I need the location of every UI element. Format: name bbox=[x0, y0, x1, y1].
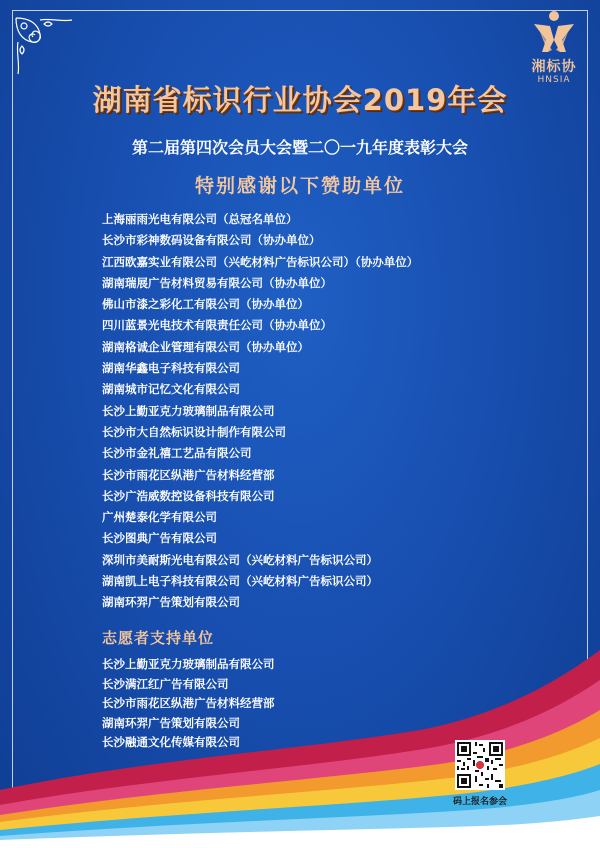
sponsor-item: 湖南华鑫电子科技有限公司 bbox=[102, 361, 240, 376]
sponsor-item: 湖南格诚企业管理有限公司（协办单位） bbox=[102, 339, 309, 354]
sponsor-list bbox=[102, 209, 418, 614]
sponsor-item: 深圳市美耐斯光电有限公司（兴屹材料广告标识公司） bbox=[102, 552, 378, 567]
qr-block bbox=[450, 740, 510, 807]
sponsor-item: 长沙图典广告有限公司 bbox=[102, 531, 217, 546]
volunteer-item: 长沙市雨花区纵港广告材料经营部 bbox=[102, 696, 275, 710]
sponsor-item: 长沙市大自然标识设计制作有限公司 bbox=[102, 424, 286, 439]
qr-code-icon[interactable] bbox=[455, 740, 505, 790]
decorative-waves bbox=[0, 640, 600, 848]
sponsor-item: 长沙市彩神数码设备有限公司（协办单位） bbox=[102, 233, 321, 248]
sponsor-item: 长沙广浩威数控设备科技有限公司 bbox=[102, 488, 275, 503]
sponsor-item: 上海丽雨光电有限公司（总冠名单位） bbox=[102, 212, 298, 226]
sponsors-heading: 特别感谢以下赞助单位 bbox=[194, 175, 405, 197]
page-title: 湖南省标识行业协会2019年会 bbox=[92, 83, 508, 117]
volunteer-item: 长沙上勤亚克力玻璃制品有限公司 bbox=[102, 657, 275, 671]
volunteer-heading: 志愿者支持单位 bbox=[102, 629, 215, 647]
volunteer-list bbox=[102, 655, 275, 753]
sponsor-item: 长沙上勤亚克力玻璃制品有限公司 bbox=[102, 403, 275, 418]
sponsor-item: 广州楚泰化学有限公司 bbox=[102, 510, 217, 525]
logo-name-cn: 湘标协 bbox=[531, 59, 577, 75]
qr-caption: 码上报名参会 bbox=[452, 797, 507, 807]
sponsor-item: 四川蓝景光电技术有限责任公司（协办单位） bbox=[102, 318, 332, 333]
corner-ornament-icon bbox=[10, 12, 80, 82]
volunteer-item: 湖南环羿广告策划有限公司 bbox=[102, 715, 240, 730]
sponsor-item: 长沙市金礼禧工艺品有限公司 bbox=[102, 446, 252, 461]
hnsia-logo-icon bbox=[530, 10, 578, 54]
logo-name-en: HNSIA bbox=[537, 75, 571, 85]
sponsor-item: 湖南环羿广告策划有限公司 bbox=[102, 595, 240, 610]
page-subtitle: 第二届第四次会员大会暨二〇一九年度表彰大会 bbox=[131, 138, 468, 157]
sponsor-item: 长沙市雨花区纵港广告材料经营部 bbox=[102, 467, 275, 482]
sponsor-item: 湖南城市记忆文化有限公司 bbox=[102, 382, 240, 397]
sponsor-item: 江西欧嘉实业有限公司（兴屹材料广告标识公司）（协办单位） bbox=[102, 254, 419, 269]
sponsor-item: 湖南瑞展广告材料贸易有限公司（协办单位） bbox=[102, 275, 332, 290]
volunteer-item: 长沙满江红广告有限公司 bbox=[102, 676, 229, 691]
volunteer-item: 长沙融通文化传媒有限公司 bbox=[102, 735, 240, 749]
sponsor-item: 湖南凯上电子科技有限公司（兴屹材料广告标识公司） bbox=[102, 574, 378, 589]
sponsor-item: 佛山市漆之彩化工有限公司（协办单位） bbox=[102, 297, 309, 312]
